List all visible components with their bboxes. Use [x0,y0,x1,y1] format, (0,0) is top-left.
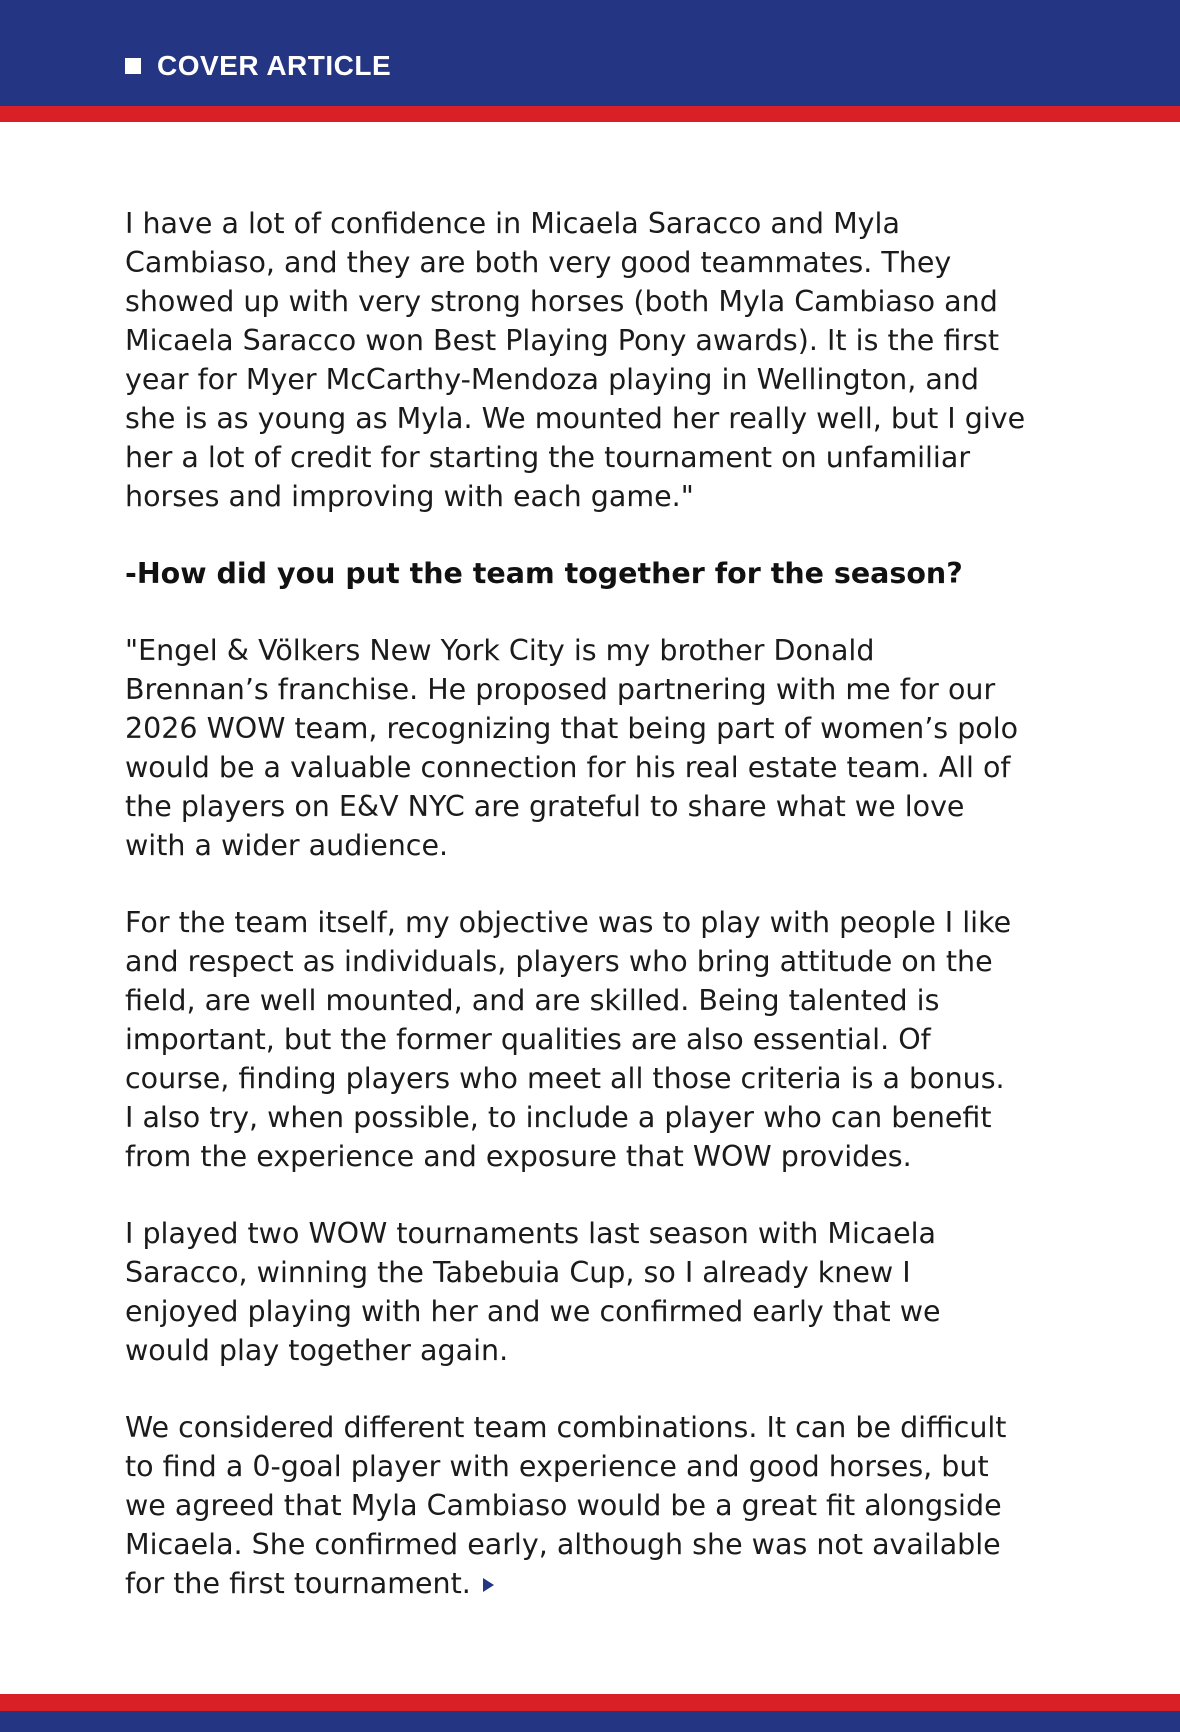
article-paragraph-1: I have a lot of confidence in Micaela Saracco and Myla Cambiaso, and they are both very good teammates. They showed up with very strong horses (both Myla Cambiaso and Micaela Saracco won Best Playing Pony awards). It is the first year for Myer McCarthy-Mendoza playing in Wellington, and she is as young as Myla. We mounted her really well, but I give her a lot of credit for starting the tournament on unfamiliar horses and improving with each game." [125,207,1026,513]
article-paragraph-2: "Engel & Völkers New York City is my brother Donald Brennan’s franchise. He proposed partnering with me for our 2026 WOW team, recognizing that being part of women’s polo would be a valuable connection for his real estate team. All of the players on E&V NYC are grateful to share what we love with a wider audience. [125,634,1019,862]
interview-question: -How did you put the team together for the season? [125,557,963,590]
continue-arrow-icon [483,1578,494,1592]
article-paragraph-4: I played two WOW tournaments last season with Micaela Saracco, winning the Tabebuia Cup, so I already knew I enjoyed playing with her and we confirmed early that we would play together again. [125,1217,941,1367]
article-paragraph-5-text: We considered different team combinations. It can be difficult to find a 0-goal player with experience and good horses, but we agreed that Myla Cambiaso would be a great fit alongside Micaela. She confirmed early, although she was not available for the first tournament. [125,1411,1007,1600]
section-label [125,50,391,82]
footer-bar [0,1711,1180,1732]
article-body [125,204,1085,1641]
section-label-text: COVER ARTICLE [157,50,392,81]
footer-red-stripe [0,1694,1180,1711]
article-paragraph-5 [125,1408,1085,1603]
header-red-stripe [0,106,1180,122]
square-icon [125,58,141,74]
article-paragraph-3: For the team itself, my objective was to play with people I like and respect as individuals, players who bring attitude on the field, are well mounted, and are skilled. Being talented is important, but the former qualities are also essential. Of course, finding players who meet all those criteria is a bonus. I also try, when possible, to include a player who can benefit from the experience and exposure that WOW provides. [125,906,1012,1173]
